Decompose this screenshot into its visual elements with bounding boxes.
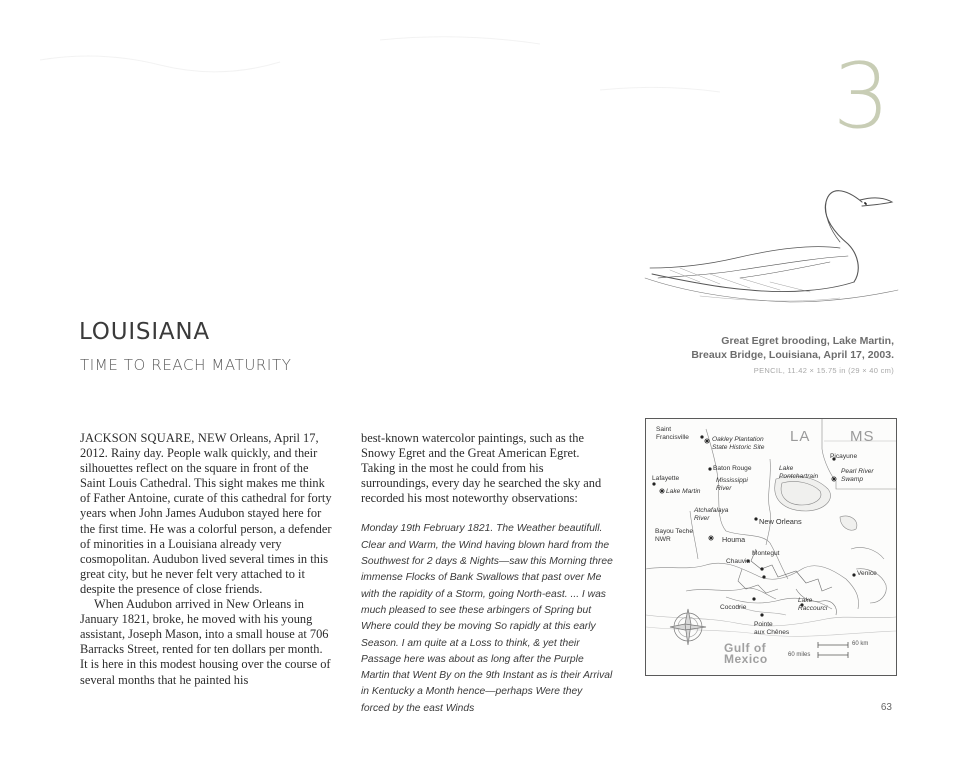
map-label-la: LA: [790, 428, 811, 445]
lead-in: JACKSON SQUARE, NEW: [80, 431, 227, 445]
page-number: 63: [880, 702, 892, 713]
egret-sketch: [640, 178, 900, 306]
map-label-gulf-of-mexico: Gulf of Mexico: [724, 641, 768, 666]
map-label-picayune: Picayune: [830, 453, 858, 460]
map-label-bayou-teche: Bayou Teche NWR: [655, 528, 694, 543]
map-scale-km: 60 km: [852, 641, 869, 647]
caption-medium: PENCIL, 11.42 × 15.75 in (29 × 40 cm): [753, 366, 894, 375]
bleed-through-texture: [0, 0, 960, 130]
text-column-2: [361, 431, 613, 717]
paragraph-1: [80, 431, 332, 597]
map-label-houma: Houma: [722, 535, 746, 544]
paragraph-3: best-known watercolor paintings, such as the Snowy Egret and the Great American Egret. Taking in the most he could from his surroundings, every day he searched the sky and recorded his most noteworthy observations:: [361, 431, 602, 506]
map-label-pointe-aux-chenes: Pointe aux Chênes: [754, 621, 790, 636]
map-label-oakley: Oakley Plantation State Historic Site: [712, 436, 765, 451]
map-label-new-orleans: New Orleans: [759, 517, 802, 526]
chapter-title: LOUISIANA: [79, 319, 210, 345]
map-label-lafayette: Lafayette: [652, 475, 680, 482]
map-label-cocodrie: Cocodrie: [720, 604, 747, 611]
map-label-pearl-river: Pearl River Swamp: [841, 468, 874, 483]
map-label-baton-rouge: Baton Rouge: [713, 465, 752, 472]
map-label-montegut: Montegut: [752, 550, 780, 557]
louisiana-map: [645, 418, 897, 676]
paragraph-1-text: Orleans, April 17, 2012. Rainy day. People walk quickly, and their silhouettes reflect on the square in front of the Saint Louis Cathedral. This sight makes me think of Father Antoine, curate of this cathedral for forty years when John James Audubon stayed here for the first time. He was a colorful person, a defender of minorities in a Louisiana already very cosmopolitan. Audubon lived several times in this great city, but he never felt very attached to it despite the presence of close friends.: [80, 431, 332, 596]
chapter-number: 3: [832, 44, 890, 149]
map-label-ms: MS: [850, 428, 875, 445]
map-drawing: [646, 419, 896, 675]
paragraph-2: When Audubon arrived in New Orleans in January 1821, broke, he moved with his young assistant, Joseph Mason, into a small house at 706 Barracks Street, rented for ten dollars per month. It is here in this modest housing over the course of several months that he painted his: [80, 597, 331, 687]
chapter-subtitle: TIME TO REACH MATURITY: [80, 356, 292, 374]
map-label-venice: Venice: [857, 570, 877, 577]
map-label-mississippi-river: Mississippi River: [716, 477, 748, 492]
text-column-1: [80, 431, 332, 688]
journal-quote: Monday 19th February 1821. The Weather beautifull. Clear and Warm, the Wind having blown hard from the Southwest for 2 days & Nights—saw this Morning three immense Flocks of Bank Swallows that past over Me with the rapidity of a Storm, going North-east. ... I was much pleased to see these arbingers of Spring but Where could they be moving So rapidly at this early Season. I am quite at a Loss to think, & yet their Passage here was about as long after the Purple Martin that Went By on the 9th Instant as is their Arrival in Kentucky a Month hence—perhaps Were they forced by the east Winds: [361, 523, 613, 714]
map-label-atchafalaya: Atchafalaya River: [694, 507, 729, 522]
map-label-lake-martin: Lake Martin: [666, 488, 701, 495]
caption-line-2: Breaux Bridge, Louisiana, April 17, 2003.: [691, 349, 894, 361]
illustration-caption: [691, 334, 894, 375]
map-scale-miles: 60 miles: [788, 652, 811, 658]
map-label-chauvin: Chauvin: [726, 558, 751, 565]
caption-line-1: Great Egret brooding, Lake Martin,: [721, 335, 894, 347]
map-label-saint-francisville: Saint Francisville: [656, 426, 689, 441]
map-label-lake-pontchartrain: Lake Pontchartrain: [779, 465, 819, 480]
map-label-lake-raccourci: Lake Raccourci: [798, 597, 828, 612]
